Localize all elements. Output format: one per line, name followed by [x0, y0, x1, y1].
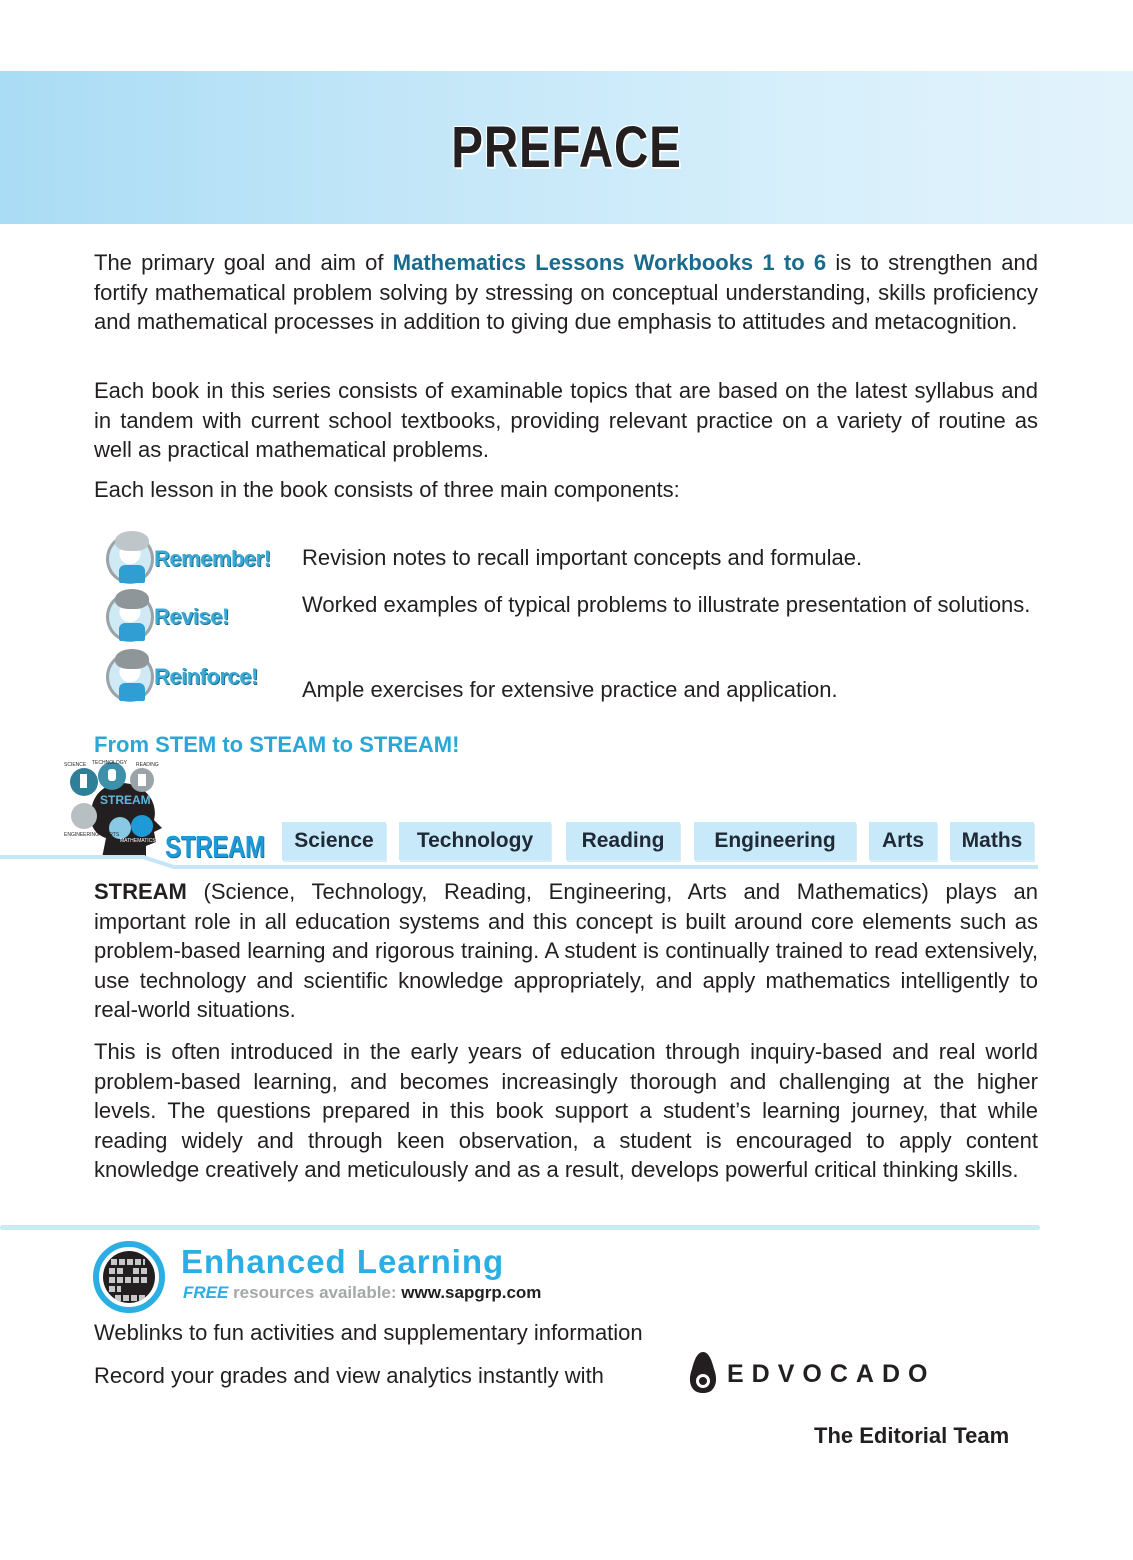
signoff: The Editorial Team — [814, 1423, 1010, 1448]
stream-paragraph-1-text: (Science, Technology, Reading, Engineering, Arts and Mathematics) plays an important role in all education systems and this concept is built around core elements such as problem-based learning and rigorous training. A student is continually trained to read extensively, use technology and scientific knowledge appropriately, and apply mathematics intelligently to real-world situations. — [94, 879, 1038, 1022]
stream-underline-right — [173, 865, 1038, 869]
svg-text:ARTS: ARTS — [106, 832, 120, 838]
svg-text:SCIENCE: SCIENCE — [64, 762, 87, 768]
stream-term: STREAM — [94, 879, 187, 904]
component-revise — [104, 582, 1038, 650]
stream-underline-left — [0, 855, 145, 859]
revise-badge — [104, 590, 284, 646]
tab-maths: Maths — [950, 822, 1034, 860]
reinforce-label: Reinforce! — [154, 664, 258, 689]
tab-engineering: Engineering — [694, 822, 856, 860]
reinforce-badge — [104, 650, 284, 706]
stream-logo-text: STREAM — [165, 829, 265, 864]
component-reinforce — [104, 650, 1038, 706]
edvocado-wordmark: EDVOCADO — [727, 1360, 936, 1388]
remember-badge — [104, 532, 284, 588]
edvocado-avocado-icon — [687, 1351, 719, 1395]
tab-science: Science — [282, 822, 386, 860]
intro-paragraph-1 — [94, 248, 1038, 337]
stream-paragraph-1 — [94, 877, 1038, 1025]
section-divider — [0, 1225, 1040, 1230]
grades-text: Record your grades and view analytics instantly with — [94, 1363, 604, 1388]
revise-character-icon — [106, 592, 154, 642]
stream-head-illustration — [62, 760, 170, 858]
resources-label: resources available: — [228, 1283, 402, 1302]
enhanced-learning-logo-icon — [93, 1241, 165, 1313]
remember-label: Remember! — [154, 546, 271, 571]
intro-paragraph-2: Each book in this series consists of examinable topics that are based on the latest syllabus and in tandem with current school textbooks, providing relevant practice on a variety of routine as well as practical mathematical problems. — [94, 378, 1038, 462]
svg-text:ENGINEERING: ENGINEERING — [64, 832, 100, 838]
remember-description: Revision notes to recall important concepts and formulae. — [302, 545, 863, 570]
revise-description: Worked examples of typical problems to illustrate presentation of solutions. — [302, 592, 1031, 617]
intro-paragraph-3: Each lesson in the book consists of three main components: — [94, 477, 680, 502]
svg-text:MATHEMATICS: MATHEMATICS — [120, 838, 156, 844]
tab-arts: Arts — [869, 822, 937, 860]
svg-text:TECHNOLOGY: TECHNOLOGY — [92, 760, 128, 766]
free-label: FREE — [183, 1283, 229, 1302]
remember-character-icon — [106, 534, 154, 584]
enhanced-learning-title: Enhanced Learning — [181, 1243, 505, 1280]
page-title: PREFACE — [451, 115, 682, 180]
enhanced-learning-subtitle — [183, 1283, 541, 1303]
intro-text: The primary goal and aim of — [94, 250, 393, 275]
intro-text-continued: is to strengthen and fortify mathematical problem solving by stressing on conceptual understanding, skills proficiency and mathematical processes in addition to giving due emphasis to attitudes and metacognition. — [94, 250, 1038, 334]
stream-paragraph-2: This is often introduced in the early years of education through inquiry-based and real world problem-based learning, and becomes increasingly thorough and challenging at the higher levels. The questions prepared in this book support a student’s learning journey, that while reading widely and through keen observation, a student is encouraged to apply content knowledge creatively and meticulously and as a result, develops powerful critical thinking skills. — [94, 1039, 1038, 1182]
weblinks-text: Weblinks to fun activities and supplementary information — [94, 1320, 643, 1345]
svg-text:STREAM: STREAM — [100, 793, 151, 807]
stream-head-icon — [62, 760, 170, 858]
reinforce-description: Ample exercises for extensive practice and application. — [302, 677, 838, 702]
tab-technology: Technology — [399, 822, 551, 860]
series-title-highlight: Mathematics Lessons Workbooks 1 to 6 — [392, 250, 827, 275]
stream-heading: From STEM to STEAM to STREAM! — [94, 732, 460, 757]
reinforce-character-icon — [106, 652, 154, 702]
resources-url-link[interactable]: www.sapgrp.com — [401, 1283, 542, 1302]
revise-label: Revise! — [154, 604, 229, 629]
component-remember — [104, 532, 1038, 588]
tab-reading: Reading — [566, 822, 680, 860]
svg-text:READING: READING — [136, 762, 159, 768]
